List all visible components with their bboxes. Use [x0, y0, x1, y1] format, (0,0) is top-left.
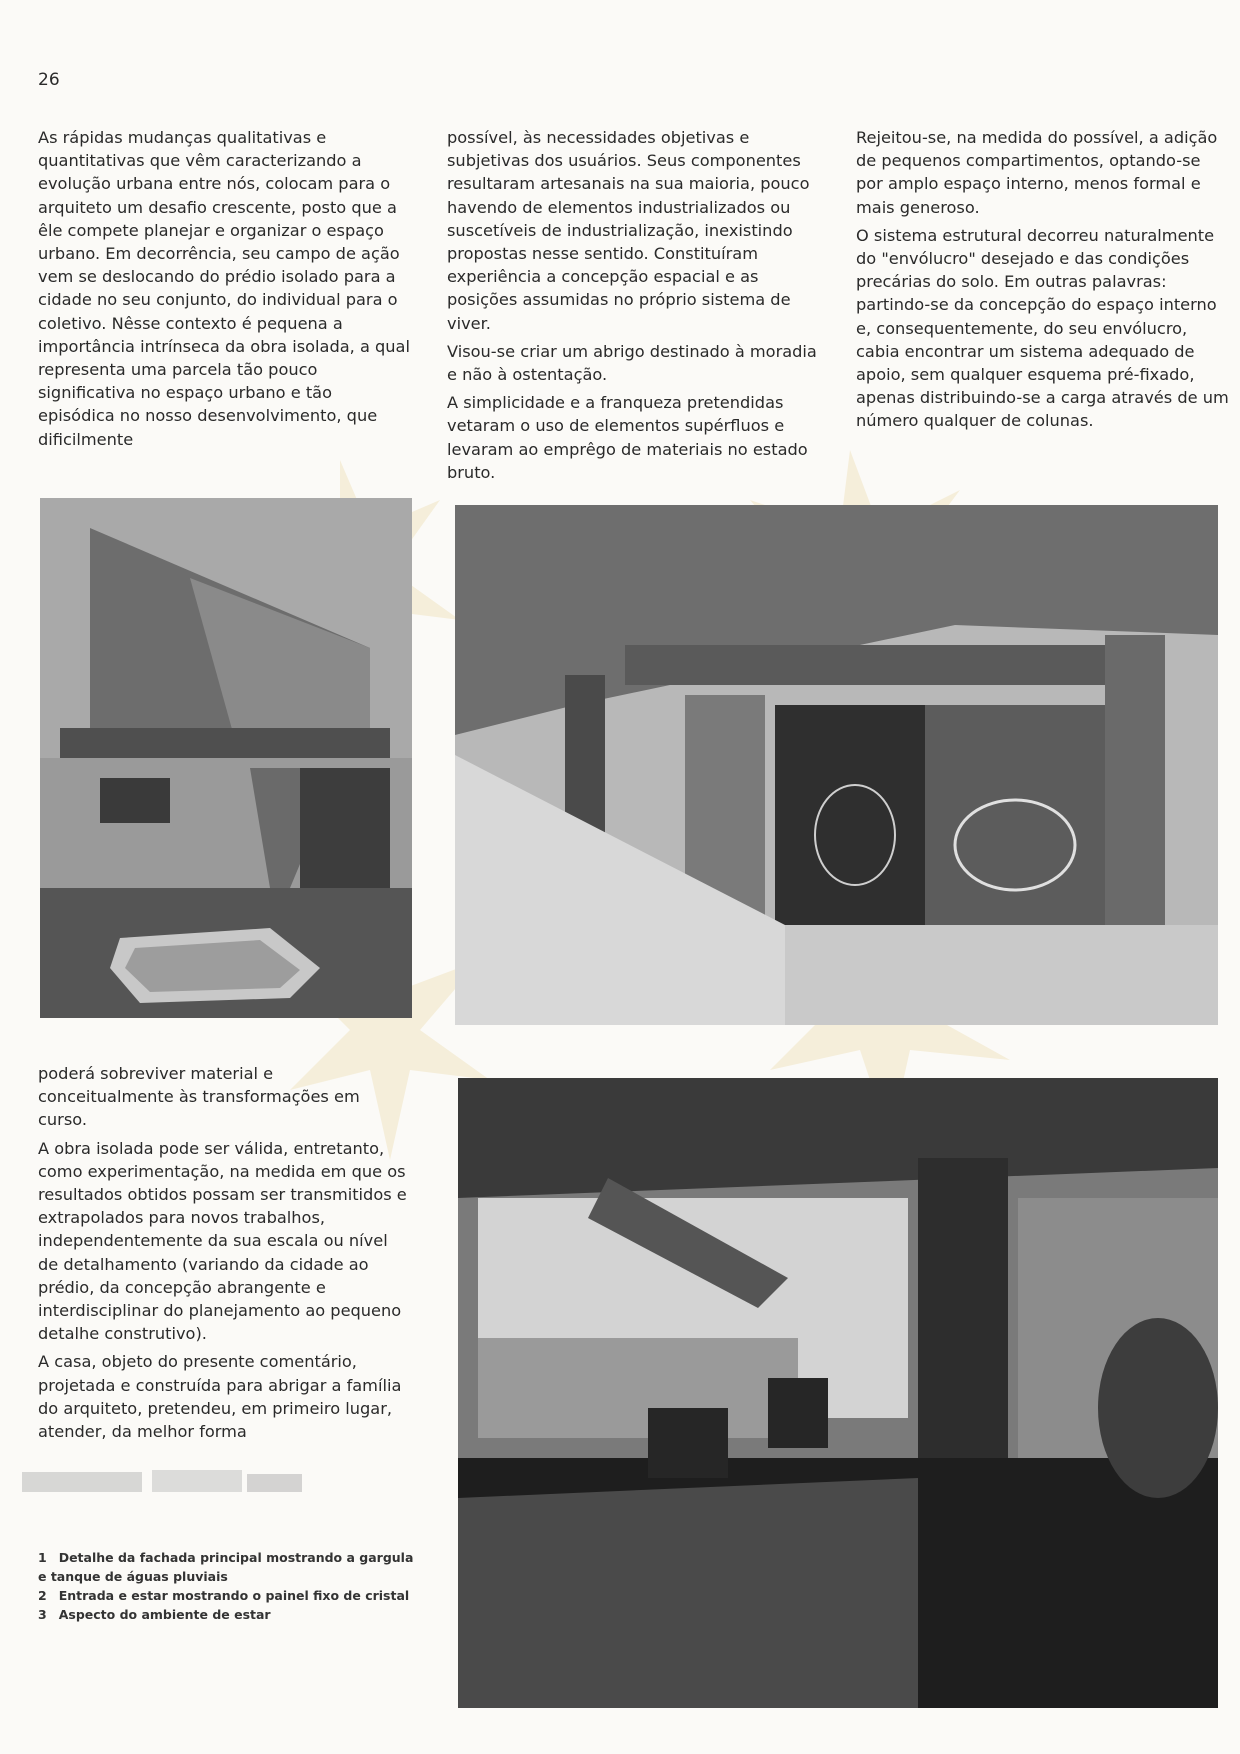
- figure-captions: [38, 1548, 418, 1624]
- paragraph: Visou-se criar um abrigo destinado à moradia e não à ostentação.: [447, 341, 817, 385]
- paragraph: O sistema estrutural decorreu naturalmente do "envólucro" desejado e das condições precárias do solo. Em outras palavras: partindo-se da concepção do espaço interno e, consequentemente, do seu envólucro, cabia encontrar um sistema adequado de apoio, sem qualquer esquema pré-fixado, apenas distribuindo-se a carga através de um número qualquer de colunas.: [856, 225, 1229, 431]
- photo-entrance: [455, 505, 1218, 1025]
- page-number: 26: [38, 70, 60, 90]
- photo-living-area: [458, 1078, 1218, 1708]
- text-column-1: [38, 126, 412, 456]
- smudge-mark: [22, 1466, 302, 1500]
- caption-2: [38, 1586, 418, 1605]
- caption-1: [38, 1548, 418, 1586]
- paragraph: possível, às necessidades objetivas e subjetivas dos usuários. Seus componentes resultaram artesanais na sua maioria, pouco havendo de elementos industrializados ou suscetíveis de industrialização, inexistindo propostas nesse sentido. Constituíram experiência a concepção espacial e as posições assumidas no próprio sistema de viver.: [447, 128, 810, 333]
- text-column-3: [856, 126, 1230, 438]
- caption-3: [38, 1605, 418, 1624]
- text-column-2: [447, 126, 821, 489]
- paragraph: Rejeitou-se, na medida do possível, a adição de pequenos compartimentos, optando-se por amplo espaço interno, menos formal e mais generoso.: [856, 128, 1218, 217]
- caption-text: Detalhe da fachada principal mostrando a gargula e tanque de águas pluviais: [38, 1550, 414, 1584]
- photo-facade: [40, 498, 412, 1018]
- text-column-1-continued: [38, 1062, 412, 1448]
- paragraph: A obra isolada pode ser válida, entretanto, como experimentação, na medida em que os resultados obtidos possam ser transmitidos e extrapolados para novos trabalhos, independentemente da sua escala ou nível de detalhamento (variando da cidade ao prédio, da concepção abrangente e interdisciplinar do planejamento ao pequeno detalhe construtivo).: [38, 1138, 407, 1344]
- caption-text: Aspecto do ambiente de estar: [58, 1607, 271, 1622]
- paragraph: poderá sobreviver material e conceitualmente às transformações em curso.: [38, 1064, 360, 1130]
- caption-number: 1: [38, 1550, 47, 1565]
- caption-number: 3: [38, 1607, 47, 1622]
- caption-text: Entrada e estar mostrando o painel fixo de cristal: [58, 1588, 410, 1603]
- caption-number: 2: [38, 1588, 47, 1603]
- paragraph: A simplicidade e a franqueza pretendidas vetaram o uso de elementos supérfluos e levaram ao emprêgo de materiais no estado bruto.: [447, 393, 808, 482]
- paragraph: A casa, objeto do presente comentário, projetada e construída para abrigar a família do arquiteto, pretendeu, em primeiro lugar, atender, da melhor forma: [38, 1352, 402, 1442]
- paragraph: As rápidas mudanças qualitativas e quantitativas que vêm caracterizando a evolução urbana entre nós, colocam para o arquiteto um desafio crescente, posto que a êle compete planejar e organizar o espaço urbano. Em decorrência, seu campo de ação vem se deslocando do prédio isolado para a cidade no seu conjunto, do individual para o coletivo. Nêsse contexto é pequena a importância intrínseca da obra isolada, a qual representa uma parcela tão pouco significativa no espaço urbano e tão episódica no nosso desenvolvimento, que dificilmente: [38, 128, 410, 449]
